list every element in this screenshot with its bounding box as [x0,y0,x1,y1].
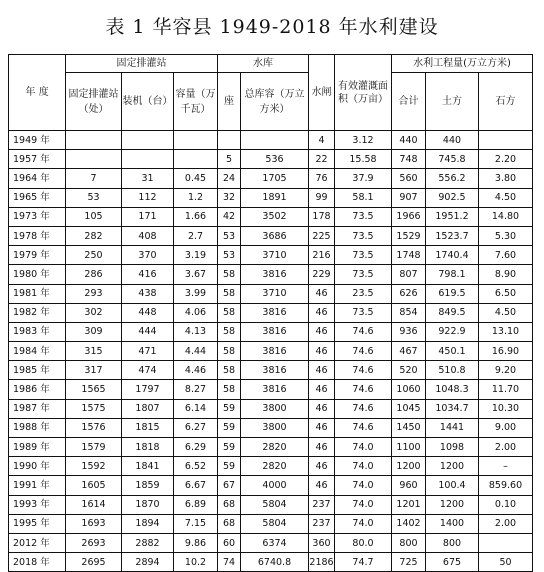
cell-capacity [174,150,218,169]
cell-year: 1964 年 [9,169,66,188]
cell-units: 1818 [122,438,174,457]
cell-year: 1995 年 [9,514,66,533]
cell-area: 74.6 [335,342,392,361]
cell-stations: 302 [66,303,122,322]
cell-res-count: 59 [218,457,241,476]
cell-res-count: 74 [218,553,241,572]
cell-stations: 286 [66,265,122,284]
cell-res-count: 58 [218,284,241,303]
cell-storage: 5804 [241,495,309,514]
cell-sluice: 4 [309,131,335,150]
cell-capacity: 6.27 [174,418,218,437]
cell-stations: 7 [66,169,122,188]
table-row [9,361,533,380]
cell-stations: 309 [66,322,122,341]
cell-units [122,150,174,169]
cell-capacity: 6.67 [174,476,218,495]
header-earthwork-group: 水利工程量(万立方米) [392,55,533,73]
cell-units: 444 [122,322,174,341]
cell-res-count: 32 [218,188,241,207]
cell-stone: 4.50 [479,303,533,322]
cell-total: 1201 [392,495,426,514]
table-row [9,246,533,265]
header-year: 年 度 [9,55,66,131]
cell-area: 37.9 [335,169,392,188]
cell-total: 1748 [392,246,426,265]
cell-res-count: 58 [218,361,241,380]
cell-soil: 902.5 [426,188,479,207]
table-row [9,303,533,322]
cell-total: 1100 [392,438,426,457]
cell-stations: 1605 [66,476,122,495]
table-row [9,226,533,245]
cell-soil: 1098 [426,438,479,457]
cell-soil: 100.4 [426,476,479,495]
cell-stone: 2.00 [479,514,533,533]
cell-year: 1980 年 [9,265,66,284]
cell-storage: 3816 [241,380,309,399]
header-drainage-capacity: 容量（万千瓦） [174,73,218,131]
cell-total: 1045 [392,399,426,418]
cell-sluice: 46 [309,457,335,476]
cell-soil: 440 [426,131,479,150]
cell-res-count: 53 [218,226,241,245]
cell-units: 438 [122,284,174,303]
cell-area: 73.5 [335,226,392,245]
header-reservoir-storage: 总库容（万立方米） [241,73,309,131]
cell-units: 1870 [122,495,174,514]
table-row [9,495,533,514]
cell-storage: 3816 [241,303,309,322]
cell-storage: 3800 [241,418,309,437]
cell-year: 1949 年 [9,131,66,150]
cell-total: 907 [392,188,426,207]
cell-storage: 4000 [241,476,309,495]
cell-soil: 745.8 [426,150,479,169]
cell-stations: 1614 [66,495,122,514]
cell-stone: 859.60 [479,476,533,495]
cell-area: 74.6 [335,418,392,437]
cell-soil: 675 [426,553,479,572]
cell-capacity: 3.67 [174,265,218,284]
cell-units: 474 [122,361,174,380]
cell-year: 1978 年 [9,226,66,245]
cell-year: 1989 年 [9,438,66,457]
cell-year: 1982 年 [9,303,66,322]
header-reservoir-count: 座 [218,73,241,131]
cell-capacity: 6.14 [174,399,218,418]
cell-stone: 4.50 [479,188,533,207]
cell-stations: 1579 [66,438,122,457]
table-row [9,533,533,552]
cell-area: 74.0 [335,476,392,495]
cell-stations: 1693 [66,514,122,533]
cell-res-count: 53 [218,246,241,265]
cell-capacity: 7.15 [174,514,218,533]
cell-area: 74.6 [335,380,392,399]
cell-stone: 9.00 [479,418,533,437]
cell-soil: 1048.3 [426,380,479,399]
cell-sluice: 46 [309,418,335,437]
cell-sluice: 46 [309,438,335,457]
cell-storage: 3710 [241,246,309,265]
table-row [9,553,533,572]
cell-stone: 11.70 [479,380,533,399]
cell-stations: 1576 [66,418,122,437]
cell-sluice: 237 [309,495,335,514]
cell-capacity: 4.46 [174,361,218,380]
cell-total: 467 [392,342,426,361]
cell-storage: 1891 [241,188,309,207]
cell-soil: 1740.4 [426,246,479,265]
cell-stone: 2.20 [479,150,533,169]
cell-year: 1979 年 [9,246,66,265]
cell-units: 1859 [122,476,174,495]
table-row [9,188,533,207]
cell-soil: 798.1 [426,265,479,284]
cell-capacity: 4.13 [174,322,218,341]
cell-sluice: 46 [309,303,335,322]
cell-soil: 1400 [426,514,479,533]
cell-total: 1966 [392,207,426,226]
cell-year: 1984 年 [9,342,66,361]
cell-sluice: 99 [309,188,335,207]
cell-storage: 536 [241,150,309,169]
cell-area: 74.7 [335,553,392,572]
cell-capacity: 6.52 [174,457,218,476]
header-row-group [9,55,533,73]
cell-year: 1986 年 [9,380,66,399]
cell-units: 112 [122,188,174,207]
cell-units: 31 [122,169,174,188]
table-row [9,342,533,361]
cell-stations [66,131,122,150]
cell-res-count: 42 [218,207,241,226]
cell-soil: 1523.7 [426,226,479,245]
cell-res-count: 67 [218,476,241,495]
header-row-columns [9,73,533,131]
cell-stone: 16.90 [479,342,533,361]
cell-res-count: 60 [218,533,241,552]
cell-stations [66,150,122,169]
cell-storage: 3502 [241,207,309,226]
cell-soil: 922.9 [426,322,479,341]
cell-soil: 1034.7 [426,399,479,418]
table-row [9,265,533,284]
cell-res-count: 58 [218,303,241,322]
cell-storage: 3816 [241,322,309,341]
cell-sluice: 237 [309,514,335,533]
cell-res-count: 68 [218,495,241,514]
cell-sluice: 2186 [309,553,335,572]
cell-area: 73.5 [335,207,392,226]
cell-stone: 8.90 [479,265,533,284]
cell-capacity: 9.86 [174,533,218,552]
cell-res-count [218,131,241,150]
cell-stone: 2.00 [479,438,533,457]
cell-sluice: 46 [309,380,335,399]
cell-res-count: 58 [218,380,241,399]
cell-stone: 7.60 [479,246,533,265]
cell-stone: 6.50 [479,284,533,303]
cell-area: 74.6 [335,399,392,418]
cell-sluice: 360 [309,533,335,552]
cell-year: 1983 年 [9,322,66,341]
cell-total: 626 [392,284,426,303]
cell-stone: 9.20 [479,361,533,380]
cell-sluice: 225 [309,226,335,245]
cell-capacity: 4.44 [174,342,218,361]
header-earthwork-soil: 土方 [426,73,479,131]
cell-soil: 1200 [426,495,479,514]
cell-units: 171 [122,207,174,226]
cell-soil: 1441 [426,418,479,437]
cell-units: 471 [122,342,174,361]
cell-sluice: 229 [309,265,335,284]
cell-stations: 53 [66,188,122,207]
cell-storage: 2820 [241,457,309,476]
cell-stations: 2693 [66,533,122,552]
table-row [9,514,533,533]
cell-total: 800 [392,533,426,552]
cell-stations: 293 [66,284,122,303]
cell-area: 15.58 [335,150,392,169]
cell-area: 74.0 [335,457,392,476]
cell-total: 725 [392,553,426,572]
cell-units: 1797 [122,380,174,399]
cell-stations: 315 [66,342,122,361]
cell-res-count: 59 [218,438,241,457]
cell-sluice: 46 [309,322,335,341]
table-row [9,322,533,341]
cell-stations: 105 [66,207,122,226]
cell-storage: 2820 [241,438,309,457]
cell-capacity: 6.29 [174,438,218,457]
cell-storage: 5804 [241,514,309,533]
cell-year: 1957 年 [9,150,66,169]
cell-stone [479,533,533,552]
cell-storage [241,131,309,150]
cell-soil: 556.2 [426,169,479,188]
cell-year: 2012 年 [9,533,66,552]
cell-area: 80.0 [335,533,392,552]
cell-year: 2018 年 [9,553,66,572]
cell-stations: 1565 [66,380,122,399]
cell-stations: 317 [66,361,122,380]
table-title: 表 1 华容县 1949-2018 年水利建设 [105,16,439,38]
table-row [9,284,533,303]
cell-year: 1993 年 [9,495,66,514]
cell-area: 74.6 [335,322,392,341]
cell-year: 1981 年 [9,284,66,303]
cell-sluice: 46 [309,342,335,361]
cell-res-count: 59 [218,399,241,418]
cell-year: 1987 年 [9,399,66,418]
cell-capacity: 3.99 [174,284,218,303]
cell-total: 1200 [392,457,426,476]
cell-stations: 282 [66,226,122,245]
cell-res-count: 68 [218,514,241,533]
cell-total: 1529 [392,226,426,245]
cell-capacity: 1.66 [174,207,218,226]
cell-soil: 1200 [426,457,479,476]
cell-units: 1894 [122,514,174,533]
header-drainage-units: 装机（台） [122,73,174,131]
cell-capacity [174,131,218,150]
cell-res-count: 5 [218,150,241,169]
cell-stations: 250 [66,246,122,265]
table-row [9,150,533,169]
cell-total: 1060 [392,380,426,399]
cell-stations: 2695 [66,553,122,572]
cell-units: 2894 [122,553,174,572]
table-row [9,457,533,476]
cell-storage: 3816 [241,265,309,284]
cell-year: 1991 年 [9,476,66,495]
cell-storage: 3710 [241,284,309,303]
cell-storage: 6374 [241,533,309,552]
cell-res-count: 58 [218,322,241,341]
cell-soil: 849.5 [426,303,479,322]
cell-year: 1965 年 [9,188,66,207]
cell-storage: 3686 [241,226,309,245]
cell-units: 408 [122,226,174,245]
cell-res-count: 58 [218,342,241,361]
cell-capacity: 1.2 [174,188,218,207]
header-sluice: 水闸 [309,55,335,131]
cell-sluice: 46 [309,399,335,418]
cell-stone: 0.10 [479,495,533,514]
cell-soil: 619.5 [426,284,479,303]
cell-area: 74.0 [335,514,392,533]
cell-sluice: 46 [309,284,335,303]
cell-stations: 1575 [66,399,122,418]
cell-res-count: 58 [218,265,241,284]
cell-units: 1815 [122,418,174,437]
cell-area: 3.12 [335,131,392,150]
cell-sluice: 22 [309,150,335,169]
cell-sluice: 46 [309,476,335,495]
table-row [9,380,533,399]
cell-stone: – [479,457,533,476]
cell-storage: 3800 [241,399,309,418]
cell-stone: 10.30 [479,399,533,418]
cell-sluice: 178 [309,207,335,226]
cell-capacity: 10.2 [174,553,218,572]
cell-year: 1973 年 [9,207,66,226]
cell-stone [479,131,533,150]
header-drainage-stations: 固定排灌站（处） [66,73,122,131]
cell-units: 2882 [122,533,174,552]
table-row [9,418,533,437]
cell-stone: 50 [479,553,533,572]
cell-total: 936 [392,322,426,341]
cell-stone: 5.30 [479,226,533,245]
cell-soil: 510.8 [426,361,479,380]
cell-year: 1988 年 [9,418,66,437]
cell-soil: 800 [426,533,479,552]
cell-total: 440 [392,131,426,150]
cell-total: 1450 [392,418,426,437]
cell-capacity: 4.06 [174,303,218,322]
table-row [9,399,533,418]
table-row [9,207,533,226]
cell-soil: 450.1 [426,342,479,361]
table-row [9,476,533,495]
water-conservancy-table [8,54,533,572]
cell-res-count: 24 [218,169,241,188]
cell-sluice: 216 [309,246,335,265]
cell-sluice: 76 [309,169,335,188]
cell-units: 1841 [122,457,174,476]
header-reservoir-group: 水库 [218,55,309,73]
cell-area: 74.0 [335,495,392,514]
cell-area: 23.5 [335,284,392,303]
cell-area: 73.5 [335,265,392,284]
cell-capacity: 0.45 [174,169,218,188]
cell-year: 1985 年 [9,361,66,380]
header-drainage-group: 固定排灌站 [66,55,218,73]
header-earthwork-total: 合计 [392,73,426,131]
table-row [9,131,533,150]
cell-area: 74.6 [335,361,392,380]
cell-area: 73.5 [335,303,392,322]
cell-total: 520 [392,361,426,380]
table-row [9,438,533,457]
cell-capacity: 6.89 [174,495,218,514]
header-earthwork-stone: 石方 [479,73,533,131]
cell-capacity: 3.19 [174,246,218,265]
cell-total: 748 [392,150,426,169]
cell-stations: 1592 [66,457,122,476]
cell-area: 73.5 [335,246,392,265]
cell-total: 807 [392,265,426,284]
cell-total: 854 [392,303,426,322]
cell-units [122,131,174,150]
cell-total: 960 [392,476,426,495]
cell-storage: 3816 [241,342,309,361]
cell-area: 58.1 [335,188,392,207]
cell-year: 1990 年 [9,457,66,476]
cell-storage: 1705 [241,169,309,188]
cell-sluice: 46 [309,361,335,380]
cell-units: 370 [122,246,174,265]
cell-total: 1402 [392,514,426,533]
cell-res-count: 59 [218,418,241,437]
cell-stone: 13.10 [479,322,533,341]
cell-storage: 3816 [241,361,309,380]
cell-units: 448 [122,303,174,322]
header-irrigated-area: 有效灌溉面积（万亩） [335,55,392,131]
table-row [9,169,533,188]
cell-area: 74.0 [335,438,392,457]
cell-units: 416 [122,265,174,284]
cell-units: 1807 [122,399,174,418]
cell-capacity: 2.7 [174,226,218,245]
cell-stone: 14.80 [479,207,533,226]
cell-total: 560 [392,169,426,188]
cell-stone: 3.80 [479,169,533,188]
cell-capacity: 8.27 [174,380,218,399]
cell-soil: 1951.2 [426,207,479,226]
cell-storage: 6740.8 [241,553,309,572]
